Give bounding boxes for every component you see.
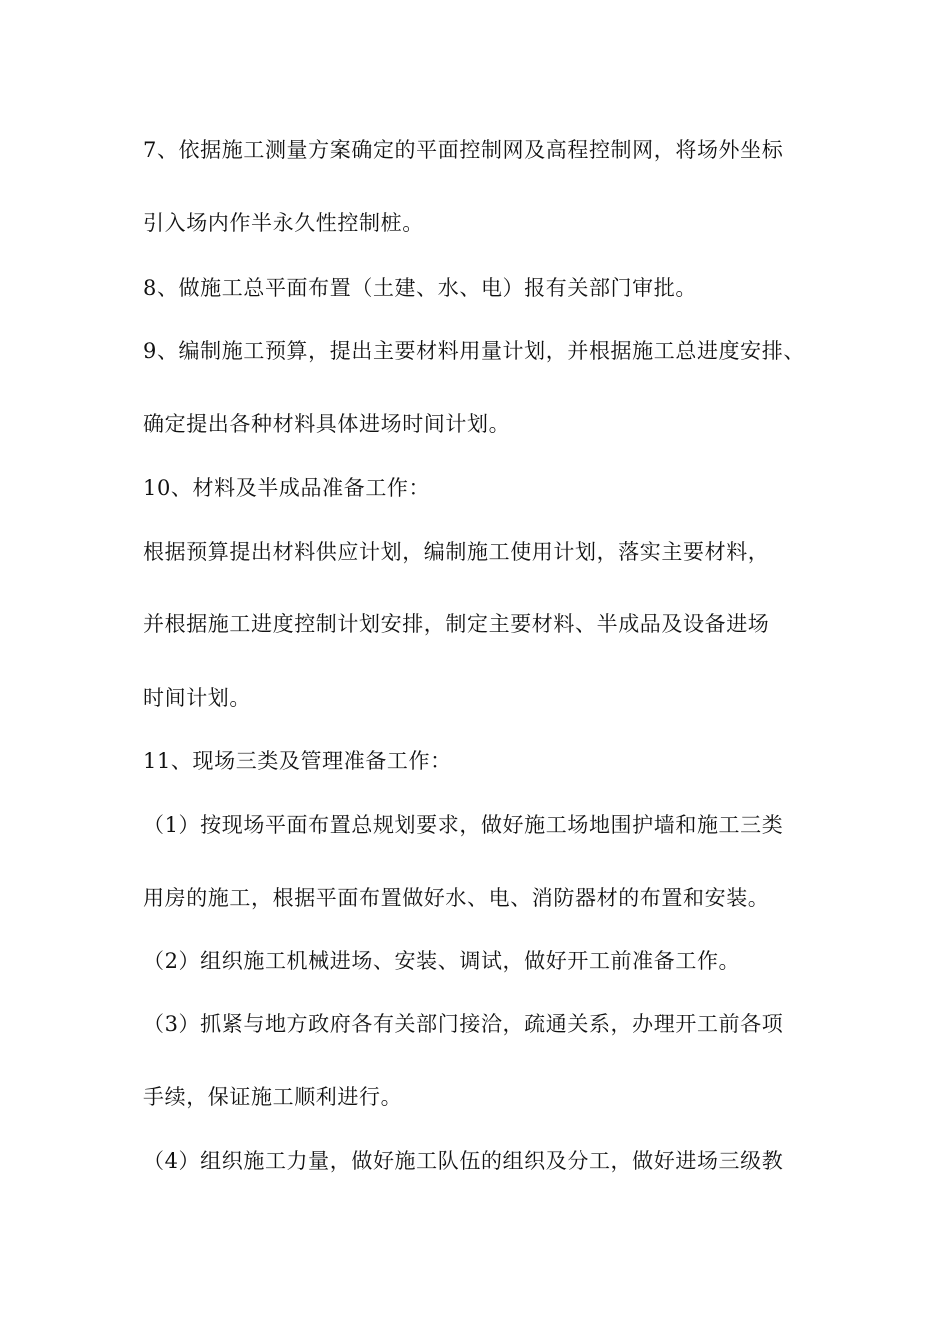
text-line-item7-part1: 7、依据施工测量方案确定的平面控制网及高程控制网，将场外坐标 [143, 138, 784, 162]
text-line-item11-sub4-part1: （4）组织施工力量，做好施工队伍的组织及分工，做好进场三级教 [143, 1149, 784, 1173]
text-line-item10-body1: 根据预算提出材料供应计划，编制施工使用计划，落实主要材料， [143, 540, 770, 564]
text-line-item11-sub3-part1: （3）抓紧与地方政府各有关部门接洽，疏通关系，办理开工前各项 [143, 1012, 784, 1036]
text-line-item9-part2: 确定提出各种材料具体进场时间计划。 [143, 412, 511, 436]
text-line-item10-body2: 并根据施工进度控制计划安排，制定主要材料、半成品及设备进场 [143, 612, 770, 636]
text-line-item10-heading: 10、材料及半成品准备工作： [143, 476, 431, 500]
text-line-item11-sub3-part2: 手续，保证施工顺利进行。 [143, 1085, 403, 1109]
text-line-item11-sub1-part1: （1）按现场平面布置总规划要求，做好施工场地围护墙和施工三类 [143, 813, 784, 837]
text-line-item11-heading: 11、现场三类及管理准备工作： [143, 749, 452, 773]
text-line-item11-sub1-part2: 用房的施工，根据平面布置做好水、电、消防器材的布置和安装。 [143, 886, 770, 910]
text-line-item11-sub2: （2）组织施工机械进场、安装、调试，做好开工前准备工作。 [143, 949, 741, 973]
text-line-item10-body3: 时间计划。 [143, 686, 251, 710]
text-line-item8: 8、做施工总平面布置（土建、水、电）报有关部门审批。 [143, 276, 697, 300]
text-line-item7-part2: 引入场内作半永久性控制桩。 [143, 211, 424, 235]
text-line-item9-part1: 9、编制施工预算，提出主要材料用量计划，并根据施工总进度安排、 [143, 339, 805, 363]
